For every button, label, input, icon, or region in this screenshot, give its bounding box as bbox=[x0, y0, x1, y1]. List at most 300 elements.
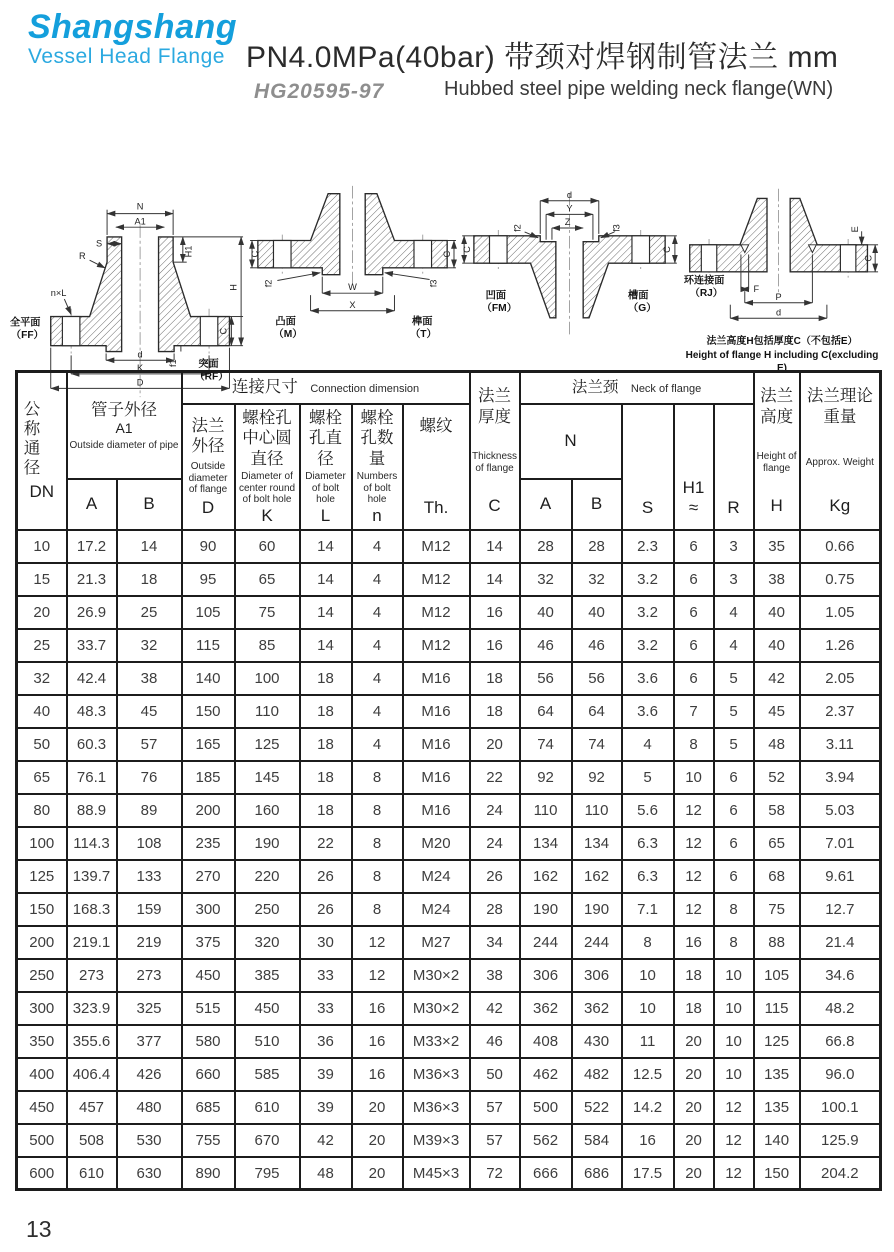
face-captions bbox=[684, 273, 725, 299]
cell: 2.3 bbox=[622, 530, 674, 563]
cell: 48.3 bbox=[67, 695, 117, 728]
cell: 660 bbox=[182, 1058, 235, 1091]
cell: 8 bbox=[622, 926, 674, 959]
cell: 20 bbox=[470, 728, 520, 761]
spec-table-body bbox=[17, 530, 881, 1190]
cell: 26 bbox=[470, 860, 520, 893]
cell: 1.05 bbox=[800, 596, 881, 629]
cell: 14 bbox=[300, 629, 352, 662]
cell: 14.2 bbox=[622, 1091, 674, 1124]
cell: 40 bbox=[17, 695, 67, 728]
header-row-groups bbox=[17, 372, 881, 404]
cell: 14 bbox=[300, 563, 352, 596]
cell: 42 bbox=[470, 992, 520, 1025]
col-K bbox=[235, 404, 300, 530]
cell: 6 bbox=[674, 530, 714, 563]
caption-rj-code: （RJ） bbox=[689, 287, 723, 299]
cell: 10 bbox=[714, 1058, 754, 1091]
cell: 430 bbox=[572, 1025, 622, 1058]
cell: 273 bbox=[67, 959, 117, 992]
caption-ff: 全平面 bbox=[9, 317, 41, 329]
dim-label-R: R bbox=[79, 251, 86, 262]
cell: 18 bbox=[300, 761, 352, 794]
cell: 40 bbox=[754, 596, 800, 629]
cell: 110 bbox=[572, 794, 622, 827]
cell: M36×3 bbox=[403, 1058, 470, 1091]
col-dn-cn: 公称通径 bbox=[21, 399, 39, 478]
cell: 610 bbox=[235, 1091, 300, 1124]
cell: 4 bbox=[352, 530, 403, 563]
cell: M30×2 bbox=[403, 959, 470, 992]
dim-label-f1: f1 bbox=[168, 359, 179, 368]
cell: 3.6 bbox=[622, 662, 674, 695]
cell: 88 bbox=[754, 926, 800, 959]
cell: 64 bbox=[520, 695, 572, 728]
cell: 3.11 bbox=[800, 728, 881, 761]
group-pipe-od-sub: A1 bbox=[115, 420, 133, 437]
cell: 66.8 bbox=[800, 1025, 881, 1058]
cell: 92 bbox=[520, 761, 572, 794]
cell: 462 bbox=[520, 1058, 572, 1091]
cell: 12 bbox=[714, 1124, 754, 1157]
cell: 38 bbox=[470, 959, 520, 992]
cell: M45×3 bbox=[403, 1157, 470, 1190]
cell: 450 bbox=[17, 1091, 67, 1124]
table-row bbox=[17, 1124, 881, 1157]
cell: 46 bbox=[470, 1025, 520, 1058]
cell: 28 bbox=[572, 530, 622, 563]
cell: 28 bbox=[470, 893, 520, 926]
cell: 20 bbox=[674, 1091, 714, 1124]
col-K-en: Diameter of center round of bolt hole bbox=[238, 471, 296, 506]
col-D bbox=[182, 404, 235, 530]
cell: 16 bbox=[622, 1124, 674, 1157]
cell: 4 bbox=[352, 563, 403, 596]
table-row bbox=[17, 530, 881, 563]
cell: 58 bbox=[754, 794, 800, 827]
cell: 22 bbox=[300, 827, 352, 860]
cell: 105 bbox=[182, 596, 235, 629]
cell: 162 bbox=[572, 860, 622, 893]
cell: 18 bbox=[674, 992, 714, 1025]
col-thickness bbox=[470, 372, 520, 530]
cell: 185 bbox=[182, 761, 235, 794]
cell: 6 bbox=[674, 596, 714, 629]
cell: 1.26 bbox=[800, 629, 881, 662]
cell: 134 bbox=[572, 827, 622, 860]
cell: 562 bbox=[520, 1124, 572, 1157]
dim-label-d: d bbox=[137, 349, 143, 360]
cell: 323.9 bbox=[67, 992, 117, 1025]
col-dn bbox=[17, 372, 67, 530]
cell: M16 bbox=[403, 662, 470, 695]
cell: 406.4 bbox=[67, 1058, 117, 1091]
cell: 350 bbox=[17, 1025, 67, 1058]
table-row bbox=[17, 662, 881, 695]
cell: 92 bbox=[572, 761, 622, 794]
caption-m-code: （M） bbox=[273, 329, 303, 341]
col-thickness-cn: 法兰厚度 bbox=[478, 386, 512, 426]
cell: 8 bbox=[714, 926, 754, 959]
cell: 5.03 bbox=[800, 794, 881, 827]
cell: 48 bbox=[754, 728, 800, 761]
col-R bbox=[714, 404, 754, 530]
cell: 8 bbox=[352, 794, 403, 827]
cell: 408 bbox=[520, 1025, 572, 1058]
col-weight bbox=[800, 372, 881, 530]
col-S bbox=[622, 404, 674, 530]
cell: 6 bbox=[674, 629, 714, 662]
cell: 14 bbox=[300, 596, 352, 629]
cell: 4 bbox=[352, 695, 403, 728]
table-row bbox=[17, 695, 881, 728]
cell: 89 bbox=[117, 794, 182, 827]
caption-g-code: （G） bbox=[628, 302, 657, 314]
cell: 480 bbox=[117, 1091, 182, 1124]
cell: 3.6 bbox=[622, 695, 674, 728]
cell: 6 bbox=[714, 827, 754, 860]
table-row bbox=[17, 827, 881, 860]
cell: 16 bbox=[352, 992, 403, 1025]
cell: 300 bbox=[17, 992, 67, 1025]
cell: 244 bbox=[520, 926, 572, 959]
page-title: PN4.0MPa(40bar) 带颈对焊钢制管法兰 mm bbox=[246, 41, 839, 74]
cell: 32 bbox=[17, 662, 67, 695]
cell: M39×3 bbox=[403, 1124, 470, 1157]
col-S-label: S bbox=[641, 497, 654, 517]
cell: 530 bbox=[117, 1124, 182, 1157]
cell: 20 bbox=[352, 1091, 403, 1124]
cell: 306 bbox=[572, 959, 622, 992]
table-row bbox=[17, 992, 881, 1025]
cell: 46 bbox=[520, 629, 572, 662]
col-pipe-B-label: B bbox=[143, 494, 155, 514]
cell: 375 bbox=[182, 926, 235, 959]
cell: 18 bbox=[300, 662, 352, 695]
col-neck-A bbox=[520, 479, 572, 530]
table-row bbox=[17, 1058, 881, 1091]
cell: 426 bbox=[117, 1058, 182, 1091]
cell: 46 bbox=[572, 629, 622, 662]
cell: 273 bbox=[117, 959, 182, 992]
dim-label-d: d bbox=[566, 189, 573, 200]
cell: 362 bbox=[572, 992, 622, 1025]
cell: 33 bbox=[300, 959, 352, 992]
cell: 17.2 bbox=[67, 530, 117, 563]
cell: 12 bbox=[352, 959, 403, 992]
cell: 74 bbox=[520, 728, 572, 761]
cell: 57 bbox=[470, 1124, 520, 1157]
table-row bbox=[17, 1091, 881, 1124]
cell: 26 bbox=[300, 893, 352, 926]
cell: 45 bbox=[754, 695, 800, 728]
cell: 57 bbox=[470, 1091, 520, 1124]
cell: 150 bbox=[182, 695, 235, 728]
cell: 306 bbox=[520, 959, 572, 992]
cell: 4 bbox=[352, 662, 403, 695]
group-connection-cn: 连接尺寸 bbox=[231, 378, 298, 397]
cell: 10 bbox=[714, 992, 754, 1025]
cell: 32 bbox=[520, 563, 572, 596]
height-note-en: Height of flange H including C(excluding E) bbox=[685, 349, 879, 374]
cell: 6.3 bbox=[622, 827, 674, 860]
caption-ff-code: （FF） bbox=[10, 329, 44, 341]
cell: M12 bbox=[403, 629, 470, 662]
col-D-cn: 法兰外径 bbox=[191, 416, 225, 456]
cell: 108 bbox=[117, 827, 182, 860]
cell: 115 bbox=[182, 629, 235, 662]
logo-tagline: Vessel Head Flange bbox=[28, 45, 225, 68]
cell: 5 bbox=[714, 662, 754, 695]
cell: 20 bbox=[674, 1157, 714, 1190]
caption-g: 槽面 bbox=[628, 290, 649, 302]
cell: M24 bbox=[403, 893, 470, 926]
dim-label-C-left: C bbox=[461, 246, 472, 253]
cell: 162 bbox=[520, 860, 572, 893]
cell: 12 bbox=[352, 926, 403, 959]
dim-label-f3: f3 bbox=[611, 224, 622, 232]
cell: 8 bbox=[714, 893, 754, 926]
cell: 9.61 bbox=[800, 860, 881, 893]
cell: 100 bbox=[17, 827, 67, 860]
cell: M33×2 bbox=[403, 1025, 470, 1058]
cell: 140 bbox=[182, 662, 235, 695]
cell: 35 bbox=[754, 530, 800, 563]
cell: 16 bbox=[470, 596, 520, 629]
cell: M12 bbox=[403, 563, 470, 596]
spec-table-head bbox=[17, 372, 881, 530]
cell: 18 bbox=[300, 728, 352, 761]
cell: 15 bbox=[17, 563, 67, 596]
col-n bbox=[352, 404, 403, 530]
cell: 18 bbox=[117, 563, 182, 596]
cell: 38 bbox=[754, 563, 800, 596]
cell: 42 bbox=[300, 1124, 352, 1157]
cell: 60 bbox=[235, 530, 300, 563]
cell: M24 bbox=[403, 860, 470, 893]
cell: 8 bbox=[352, 827, 403, 860]
cell: 25 bbox=[17, 629, 67, 662]
cell: 40 bbox=[754, 629, 800, 662]
cell: 18 bbox=[470, 662, 520, 695]
cell: 16 bbox=[470, 629, 520, 662]
cell: 50 bbox=[470, 1058, 520, 1091]
cell: 150 bbox=[754, 1157, 800, 1190]
cell: 45 bbox=[117, 695, 182, 728]
dim-label-H1: H1 bbox=[183, 245, 194, 258]
centerlines bbox=[282, 186, 423, 286]
table-row bbox=[17, 761, 881, 794]
cell: 8 bbox=[352, 893, 403, 926]
cell: 14 bbox=[300, 530, 352, 563]
dim-label-A1: A1 bbox=[134, 216, 146, 227]
cell: 14 bbox=[470, 530, 520, 563]
flange-section-m-t bbox=[248, 180, 458, 341]
col-weight-code: Kg bbox=[829, 495, 851, 515]
cell: 12 bbox=[674, 860, 714, 893]
caption-rj: 环连接面 bbox=[683, 275, 725, 287]
cell: 755 bbox=[182, 1124, 235, 1157]
caption-rf-code: （RF） bbox=[194, 371, 229, 383]
cell: 22 bbox=[470, 761, 520, 794]
dim-label-S: S bbox=[96, 238, 103, 249]
col-L-code: L bbox=[320, 505, 331, 525]
cell: 114.3 bbox=[67, 827, 117, 860]
col-D-en: Outside diameter of flange bbox=[188, 461, 228, 496]
cell: 56 bbox=[572, 662, 622, 695]
cell: 20 bbox=[17, 596, 67, 629]
cell: 90 bbox=[182, 530, 235, 563]
cell: 400 bbox=[17, 1058, 67, 1091]
cell: 39 bbox=[300, 1091, 352, 1124]
cell: 40 bbox=[520, 596, 572, 629]
cell: 190 bbox=[235, 827, 300, 860]
cell: 270 bbox=[182, 860, 235, 893]
cell: 250 bbox=[17, 959, 67, 992]
cell: 14 bbox=[470, 563, 520, 596]
cell: 17.5 bbox=[622, 1157, 674, 1190]
cell: M30×2 bbox=[403, 992, 470, 1025]
cell: 6 bbox=[674, 662, 714, 695]
cell: 18 bbox=[674, 959, 714, 992]
cell: 145 bbox=[235, 761, 300, 794]
cell: 12 bbox=[674, 794, 714, 827]
cell: 28 bbox=[520, 530, 572, 563]
cell: 12 bbox=[714, 1091, 754, 1124]
cell: 522 bbox=[572, 1091, 622, 1124]
drawing-ff-rf bbox=[8, 198, 248, 388]
cell: 88.9 bbox=[67, 794, 117, 827]
cell: 300 bbox=[182, 893, 235, 926]
dim-label-C-right: C bbox=[662, 246, 673, 253]
cell: 75 bbox=[754, 893, 800, 926]
height-note-cn: 法兰高度H包括厚度C（不包括E） bbox=[706, 336, 858, 347]
cell: M16 bbox=[403, 761, 470, 794]
col-pipe-B bbox=[117, 479, 182, 530]
cell: 5 bbox=[714, 695, 754, 728]
cell: 457 bbox=[67, 1091, 117, 1124]
cell: 190 bbox=[572, 893, 622, 926]
col-neck-N bbox=[520, 404, 622, 479]
cell: 6.3 bbox=[622, 860, 674, 893]
col-n-code: n bbox=[372, 505, 382, 525]
cell: 12 bbox=[674, 827, 714, 860]
cell: 85 bbox=[235, 629, 300, 662]
cell: 56 bbox=[520, 662, 572, 695]
cell: 100.1 bbox=[800, 1091, 881, 1124]
cell: 21.4 bbox=[800, 926, 881, 959]
table-row bbox=[17, 926, 881, 959]
cell: 6 bbox=[714, 794, 754, 827]
cell: 630 bbox=[117, 1157, 182, 1190]
cell: 18 bbox=[300, 794, 352, 827]
group-connection bbox=[182, 372, 470, 404]
page-number: 13 bbox=[26, 1216, 52, 1242]
cell: 20 bbox=[674, 1124, 714, 1157]
cell: 450 bbox=[235, 992, 300, 1025]
cell: 20 bbox=[674, 1025, 714, 1058]
cell: 110 bbox=[520, 794, 572, 827]
caption-rf: 突面 bbox=[198, 359, 219, 371]
table-row bbox=[17, 1157, 881, 1190]
cell: 18 bbox=[470, 695, 520, 728]
cell: 134 bbox=[520, 827, 572, 860]
cell: 18 bbox=[300, 695, 352, 728]
dim-label-X: X bbox=[349, 299, 356, 310]
cell: M16 bbox=[403, 695, 470, 728]
dim-label-f2: f2 bbox=[263, 279, 274, 288]
cell: 50 bbox=[17, 728, 67, 761]
cell: 105 bbox=[754, 959, 800, 992]
cell: 24 bbox=[470, 794, 520, 827]
face-captions bbox=[273, 314, 436, 340]
cell: M16 bbox=[403, 728, 470, 761]
cell: 21.3 bbox=[67, 563, 117, 596]
cell: 39 bbox=[300, 1058, 352, 1091]
cell: 235 bbox=[182, 827, 235, 860]
cell: M27 bbox=[403, 926, 470, 959]
col-th-cn: 螺纹 bbox=[419, 416, 453, 435]
cell: 4 bbox=[714, 629, 754, 662]
cell: 159 bbox=[117, 893, 182, 926]
cell: 16 bbox=[352, 1025, 403, 1058]
cell: 5.6 bbox=[622, 794, 674, 827]
group-neck-en: Neck of flange bbox=[630, 383, 702, 396]
cell: 57 bbox=[117, 728, 182, 761]
cell: 2.05 bbox=[800, 662, 881, 695]
caption-t: 榫面 bbox=[412, 316, 433, 328]
cell: 325 bbox=[117, 992, 182, 1025]
col-dn-code: DN bbox=[29, 481, 55, 501]
cell: 48.2 bbox=[800, 992, 881, 1025]
company-logo bbox=[28, 8, 237, 69]
cell: 6 bbox=[674, 563, 714, 596]
col-L-en: Diameter of bolt hole bbox=[305, 471, 346, 506]
cell: 160 bbox=[235, 794, 300, 827]
cell: 168.3 bbox=[67, 893, 117, 926]
cell: 515 bbox=[182, 992, 235, 1025]
cell: 12 bbox=[674, 893, 714, 926]
cell: 6 bbox=[714, 860, 754, 893]
cell: 10 bbox=[622, 959, 674, 992]
drawing-rj bbox=[682, 181, 882, 374]
dim-label-d: d bbox=[776, 307, 782, 318]
dim-label-Z: Z bbox=[564, 217, 571, 228]
cell: 2.37 bbox=[800, 695, 881, 728]
cell: 40 bbox=[572, 596, 622, 629]
cell: 3.2 bbox=[622, 629, 674, 662]
cell: 34 bbox=[470, 926, 520, 959]
cell: 377 bbox=[117, 1025, 182, 1058]
col-D-code: D bbox=[201, 497, 215, 517]
spec-table-wrap bbox=[15, 370, 879, 1191]
cell: 666 bbox=[520, 1157, 572, 1190]
cell: 26.9 bbox=[67, 596, 117, 629]
cell: 355.6 bbox=[67, 1025, 117, 1058]
cell: 686 bbox=[572, 1157, 622, 1190]
cell: 24 bbox=[470, 827, 520, 860]
cell: 36 bbox=[300, 1025, 352, 1058]
col-weight-en: Approx. Weight bbox=[805, 456, 874, 468]
dim-label-K: K bbox=[137, 362, 144, 373]
cell: 96.0 bbox=[800, 1058, 881, 1091]
cell: 500 bbox=[17, 1124, 67, 1157]
cell: 26 bbox=[300, 860, 352, 893]
dim-label-P: P bbox=[775, 291, 782, 302]
cell: 7.1 bbox=[622, 893, 674, 926]
cell: 3.2 bbox=[622, 596, 674, 629]
cell: 10 bbox=[674, 761, 714, 794]
